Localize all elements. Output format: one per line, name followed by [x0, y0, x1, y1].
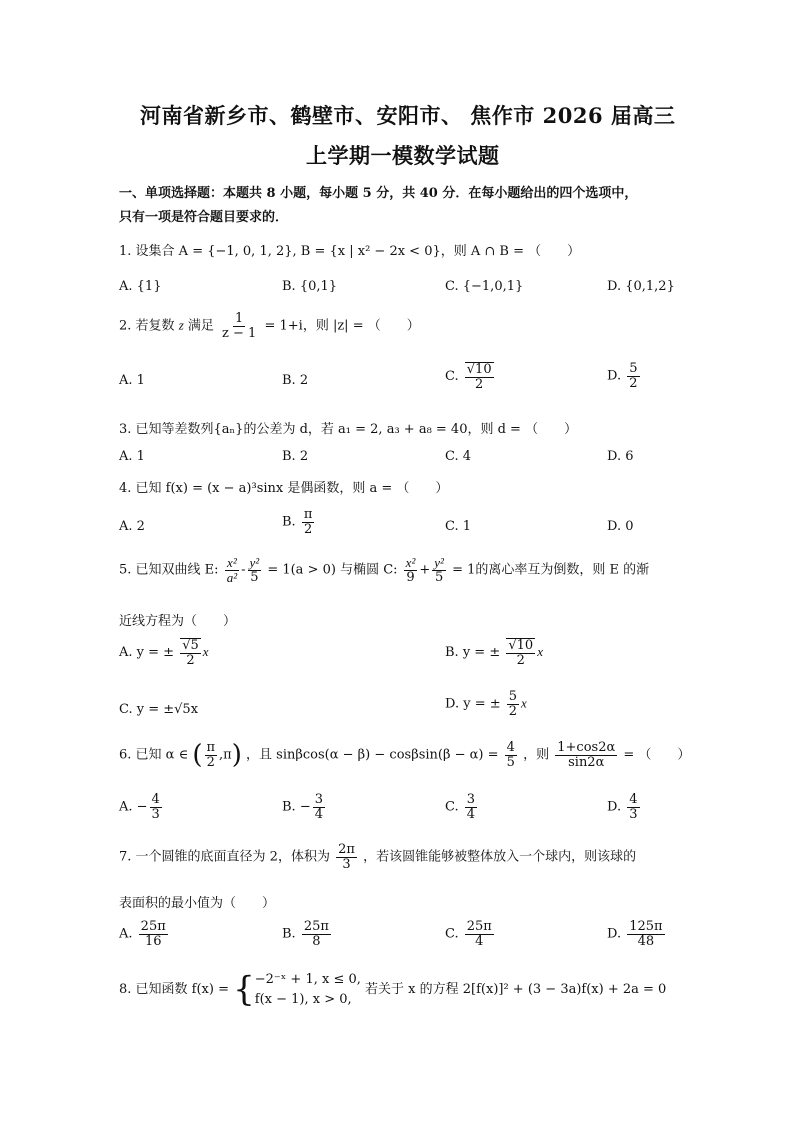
fraction-numerator: 4 [506, 739, 515, 755]
fraction-numerator: 125π [629, 919, 663, 934]
option-letter: B. − [282, 799, 311, 815]
question-2-option-d [607, 362, 642, 390]
fraction-denominator: 48 [637, 933, 655, 949]
stem-text: = （ ） [623, 747, 691, 763]
question-6-option-d [607, 793, 642, 821]
stem-text: 若关于 x 的方程 2[f(x)]² + (3 − 3a)f(x) + 2a = 0 [365, 982, 667, 997]
question-5-option-c: C. y = ±√5x [119, 702, 199, 717]
fraction-numerator: 3 [466, 792, 476, 807]
question-2-stem-post: = 1+i，则 |z| = （ ） [264, 318, 420, 334]
fraction-numerator: 25π [140, 919, 166, 934]
fraction-numerator: 4 [629, 792, 638, 807]
option-letter: A. − [119, 799, 148, 815]
question-3-option-b: B. 2 [282, 449, 309, 464]
question-7-option-d [607, 920, 667, 948]
option-letter: C. [445, 926, 459, 942]
fraction-denominator: 2 [206, 754, 215, 770]
fraction-denominator: 2 [475, 376, 484, 392]
fraction-denominator: 4 [466, 806, 476, 822]
fraction-numerator: 5 [629, 361, 638, 376]
option-fraction [302, 508, 315, 536]
stem-text: 6. 已知 α ∈ [119, 747, 189, 763]
question-4-option-d: D. 0 [607, 519, 634, 534]
option-fraction [627, 920, 664, 948]
volume-fraction [336, 843, 357, 871]
fraction-numerator: 1 [235, 311, 244, 326]
question-5-option-a: A. y = ± $\frac{√5}{2}$ x [119, 638, 209, 668]
fraction-denominator: 2 [303, 521, 313, 537]
question-5-option-b: B. y = ± $\frac{√10}{2}$ x [445, 638, 543, 668]
question-1-option-c: C. {−1,0,1} [445, 279, 524, 294]
fraction-denominator: 3 [629, 806, 638, 822]
hyperbola-term-y: $\frac{\text{y²}}{5}$ [249, 555, 260, 585]
fraction-denominator: 2 [516, 652, 525, 668]
stem-text: ，若该圆锥能够被整体放入一个球内，则该球的 [363, 849, 637, 865]
variable-z: z [178, 317, 184, 333]
option-fraction [313, 793, 325, 821]
question-5-option-d: D. y = ± $\frac{5}{2}$ x [445, 689, 527, 719]
question-4-option-c: C. 1 [445, 519, 472, 534]
option-fraction [627, 793, 639, 821]
ellipse-term-x: $\frac{\text{x²}}{9}$ [405, 555, 416, 585]
fraction-numerator: √10 [466, 362, 492, 377]
question-1-stem: 1. 设集合 A = {−1, 0, 1, 2}, B = {x | x² − 2x < 0}，则 A ∩ B = （ ） [119, 244, 581, 259]
option-fraction [507, 690, 519, 718]
question-6-option-b [282, 793, 327, 821]
question-7-stem-line-2: 表面积的最小值为（ ） [119, 896, 276, 911]
fraction-numerator: 1+cos2α [557, 739, 616, 755]
fraction-denominator: 4 [314, 806, 323, 822]
option-fraction [465, 920, 494, 948]
fraction-numerator: 25π [466, 919, 492, 934]
fraction-denominator: 2 [629, 375, 638, 391]
question-1-option-d: D. {0,1,2} [607, 279, 675, 294]
option-letter: C. [445, 369, 459, 385]
option-letter: D. [607, 368, 622, 384]
fraction-denominator: 2 [508, 703, 518, 719]
stem-text: = 1的离心率互为倒数，则 E 的渐 [452, 562, 650, 578]
fraction-numerator: 25π [303, 919, 329, 934]
option-fraction [465, 362, 494, 391]
question-3-option-c: C. 4 [445, 449, 472, 464]
stem-text: 5. 已知双曲线 E: [119, 562, 219, 578]
stem-text: ，且 sinβcos(α − β) − cosβsin(β − α) = [246, 747, 499, 763]
option-fraction [627, 362, 639, 390]
piecewise-case-2: f(x − 1), x > 0, [254, 991, 352, 1007]
question-8-stem [119, 970, 666, 1009]
question-1-option-b: B. {0,1} [282, 279, 338, 294]
question-2-fraction [220, 312, 258, 340]
target-fraction [555, 741, 617, 769]
fraction-denominator: 16 [144, 933, 162, 949]
fraction-numerator: 2π [338, 842, 355, 857]
option-fraction [150, 793, 162, 821]
question-2-stem [119, 312, 420, 340]
option-fraction [139, 920, 168, 948]
option-letter: D. [607, 926, 622, 942]
question-7-option-b [282, 920, 333, 948]
question-7-option-a [119, 920, 170, 948]
question-6-option-c [445, 793, 479, 821]
piecewise-brace: { [233, 969, 255, 1010]
fraction-denominator: z − 1 [222, 325, 257, 341]
option-letter: B. y = ± [445, 645, 501, 661]
fraction-denominator: 3 [151, 806, 160, 822]
fraction-denominator: 3 [342, 856, 351, 872]
option-letter: D. [607, 799, 622, 815]
option-fraction [506, 638, 535, 667]
question-6-option-a [119, 793, 164, 821]
question-6-stem: 6. 已知 α ∈ ( $\frac{\pi}{2}$ ,π) ，且 sinβcos(α − β) − cosβsin(β − α) = $\frac{4}{5}$ ，则 $\frac{1+\cos 2\alpha}{\sin 2\alpha}$ = （ ） [119, 739, 691, 770]
fraction-numerator: 4 [151, 792, 160, 807]
question-7-option-c [445, 920, 496, 948]
fraction-denominator: 2 [186, 652, 195, 668]
fraction-numerator: π [303, 507, 313, 522]
question-2-option-a: A. 1 [119, 373, 145, 388]
option-fraction [465, 793, 477, 821]
hyperbola-term-x: $\frac{\text{x²}}{\text{a²}}$ [226, 555, 238, 585]
question-4-stem: 4. 已知 f(x) = (x − a)³sinx 是偶函数，则 a = （ ） [119, 481, 449, 496]
fraction-denominator: 4 [475, 933, 484, 949]
option-letter: A. [119, 926, 133, 942]
fraction-numerator: √10 [508, 638, 534, 653]
question-4-option-a: A. 2 [119, 519, 145, 534]
fraction-numerator: 5 [508, 689, 518, 704]
question-7-stem [119, 843, 636, 871]
stem-text: 8. 已知函数 f(x) = [119, 982, 229, 997]
stem-text: ，则 [523, 747, 550, 763]
section-heading-line-2: 只有一项是符合题目要求的． [119, 210, 289, 225]
stem-text: = 1(a > 0) 与椭圆 C: [267, 562, 398, 578]
question-2-stem-pre: 2. 若复数 [119, 318, 175, 334]
title-line-2: 上学期一模数学试题 [306, 143, 500, 168]
piecewise-cases [255, 970, 361, 1009]
option-letter: C. [445, 799, 459, 815]
question-2-option-c [445, 362, 496, 391]
question-3-stem: 3. 已知等差数列{aₙ}的公差为 d，若 a₁ = 2, a₃ + a₈ = 40，则 d = （ ） [119, 422, 578, 437]
question-2-stem-mid: 满足 [187, 318, 214, 334]
piecewise-case-1: −2⁻ˣ + 1, x ≤ 0, [254, 972, 361, 987]
option-fraction [180, 638, 201, 667]
fraction-numerator: π [206, 739, 216, 755]
question-5-stem-line-2: 近线方程为（ ） [119, 614, 237, 629]
fraction-denominator: 5 [506, 754, 515, 770]
option-letter: B. [282, 514, 296, 530]
option-letter: B. [282, 926, 296, 942]
fraction-denominator: 8 [312, 933, 321, 949]
question-4-option-b [282, 508, 316, 536]
ellipse-term-y: $\frac{\text{y²}}{5}$ [434, 555, 444, 585]
question-3-option-d: D. 6 [607, 449, 634, 464]
interval-fraction [205, 741, 218, 769]
stem-text: 7. 一个圆锥的底面直径为 2，体积为 [119, 849, 330, 865]
question-3-option-a: A. 1 [119, 449, 145, 464]
fraction-denominator: sin2α [568, 754, 605, 770]
option-letter: D. y = ± [445, 696, 501, 712]
value-fraction [505, 741, 517, 769]
option-letter: A. y = ± [119, 645, 175, 661]
question-5-stem: 5. 已知双曲线 E: $\frac{\text{x²}}{\text{a²}}$ - $\frac{\text{y²}}{5}$ = 1(a > 0) 与椭圆 C: $\frac{\text{x²}}{9}$ + $\frac{\text{y²}}{5}$ = 1的离心率互为倒数，则 E 的渐 [119, 555, 650, 585]
title-line-1: 河南省新乡市、鹤壁市、安阳市、 焦作市 2026 届高三 [140, 103, 676, 128]
fraction-numerator: 3 [314, 792, 323, 807]
question-2-option-b: B. 2 [282, 373, 309, 388]
option-fraction [302, 920, 331, 948]
section-heading-line-1: 一、单项选择题：本题共 8 小题，每小题 5 分，共 40 分．在每小题给出的四个选项中， [119, 186, 638, 201]
fraction-numerator: √5 [182, 638, 199, 653]
question-1-option-a: A. {1} [119, 279, 162, 294]
